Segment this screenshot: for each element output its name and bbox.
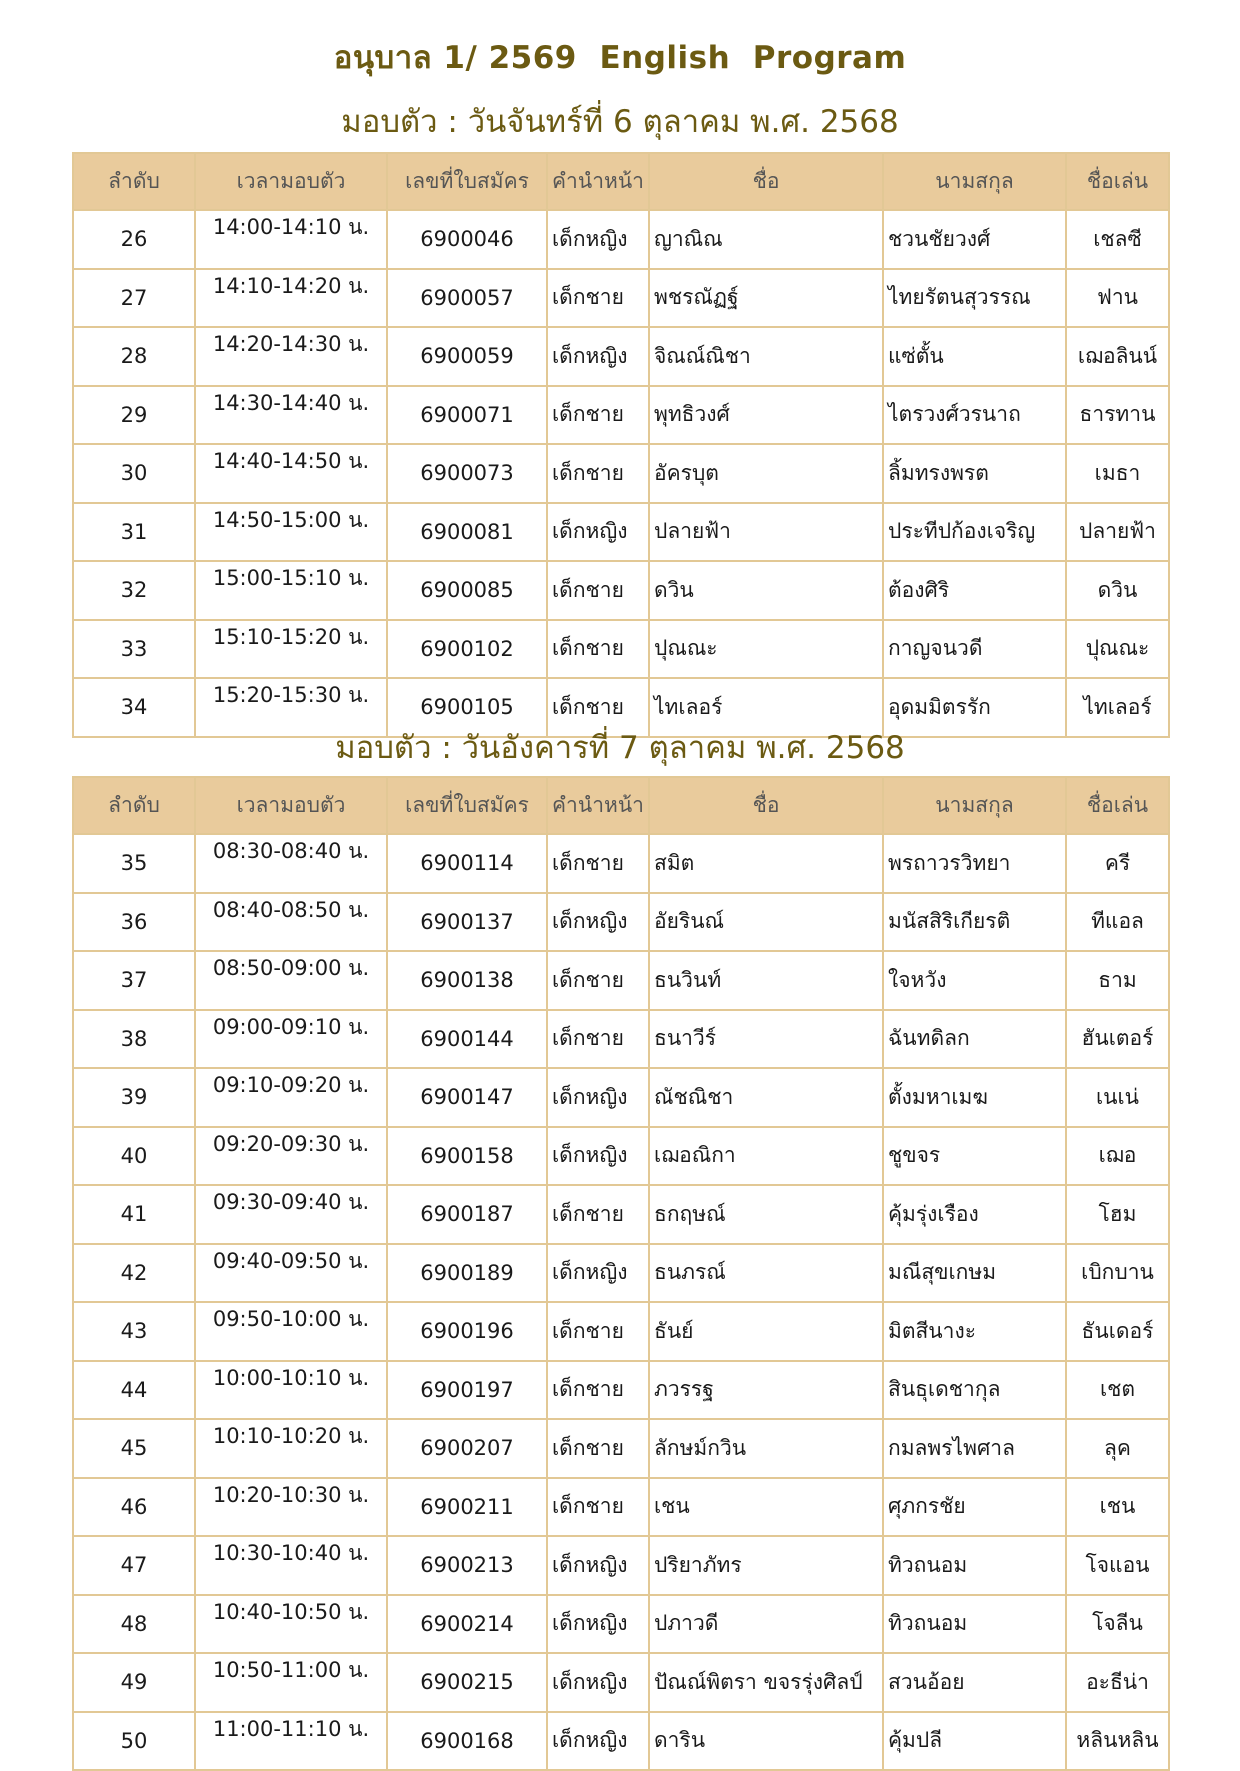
cell-application-number: 6900187 (387, 1185, 547, 1244)
cell-application-number: 6900189 (387, 1244, 547, 1303)
cell-nickname: เนเน่ (1066, 1068, 1169, 1127)
table-row (73, 1361, 1169, 1420)
table-row (73, 1478, 1169, 1537)
cell-order-number: 46 (73, 1478, 195, 1537)
cell-last-name: ลิ้มทรงพรต (883, 444, 1066, 503)
cell-order-number: 32 (73, 561, 195, 620)
table-header (73, 153, 1169, 210)
cell-nickname: ปุณณะ (1066, 620, 1169, 679)
header-time-slot: เวลามอบตัว (195, 777, 387, 834)
cell-order-number: 30 (73, 444, 195, 503)
cell-time-slot: 10:10-10:20 น. (195, 1419, 387, 1478)
table-body (73, 210, 1169, 737)
cell-nickname: ฮันเตอร์ (1066, 1010, 1169, 1069)
table-row (73, 1653, 1169, 1712)
table-row (73, 1302, 1169, 1361)
cell-time-slot: 14:20-14:30 น. (195, 327, 387, 386)
cell-time-slot: 14:40-14:50 น. (195, 444, 387, 503)
table-header (73, 777, 1169, 834)
cell-time-slot: 14:50-15:00 น. (195, 503, 387, 562)
cell-application-number: 6900081 (387, 503, 547, 562)
cell-time-slot: 10:30-10:40 น. (195, 1536, 387, 1595)
cell-nickname: ธาม (1066, 951, 1169, 1010)
header-application-number: เลขที่ใบสมัคร (387, 777, 547, 834)
cell-prefix: เด็กชาย (547, 1361, 649, 1420)
cell-nickname: ไทเลอร์ (1066, 678, 1169, 737)
cell-nickname: ฟาน (1066, 269, 1169, 328)
cell-last-name: ฉันทดิลก (883, 1010, 1066, 1069)
cell-application-number: 6900196 (387, 1302, 547, 1361)
table-row (73, 893, 1169, 952)
cell-first-name: ปุณณะ (649, 620, 883, 679)
cell-application-number: 6900073 (387, 444, 547, 503)
cell-prefix: เด็กชาย (547, 620, 649, 679)
cell-application-number: 6900105 (387, 678, 547, 737)
cell-nickname: ธารทาน (1066, 386, 1169, 445)
cell-prefix: เด็กหญิง (547, 1595, 649, 1654)
cell-first-name: ณัชณิชา (649, 1068, 883, 1127)
header-first-name: ชื่อ (649, 153, 883, 210)
cell-order-number: 49 (73, 1653, 195, 1712)
cell-nickname: ทีแอล (1066, 893, 1169, 952)
table-row (73, 1419, 1169, 1478)
cell-last-name: ต้องศิริ (883, 561, 1066, 620)
cell-order-number: 34 (73, 678, 195, 737)
header-last-name: นามสกุล (883, 153, 1066, 210)
cell-nickname: โฮม (1066, 1185, 1169, 1244)
cell-prefix: เด็กชาย (547, 269, 649, 328)
cell-first-name: พชรณัฏฐ์ (649, 269, 883, 328)
cell-nickname: โจแอน (1066, 1536, 1169, 1595)
cell-nickname: เฌอ (1066, 1127, 1169, 1186)
table-row (73, 834, 1169, 893)
cell-prefix: เด็กชาย (547, 561, 649, 620)
cell-first-name: ภวรรฐ (649, 1361, 883, 1420)
table-row (73, 1712, 1169, 1771)
cell-time-slot: 14:10-14:20 น. (195, 269, 387, 328)
cell-order-number: 31 (73, 503, 195, 562)
cell-prefix: เด็กหญิง (547, 1068, 649, 1127)
cell-time-slot: 10:20-10:30 น. (195, 1478, 387, 1537)
cell-first-name: อัยรินณ์ (649, 893, 883, 952)
cell-first-name: ธนาวีร์ (649, 1010, 883, 1069)
cell-first-name: ธนภรณ์ (649, 1244, 883, 1303)
cell-last-name: มณีสุขเกษม (883, 1244, 1066, 1303)
table-row (73, 1068, 1169, 1127)
cell-order-number: 35 (73, 834, 195, 893)
cell-nickname: เชน (1066, 1478, 1169, 1537)
cell-last-name: กาญจนวดี (883, 620, 1066, 679)
cell-last-name: ศุภกรชัย (883, 1478, 1066, 1537)
table-row (73, 1595, 1169, 1654)
schedule-table-monday (72, 152, 1170, 738)
cell-application-number: 6900138 (387, 951, 547, 1010)
cell-application-number: 6900137 (387, 893, 547, 952)
header-row (73, 777, 1169, 834)
cell-last-name: ประทีปก้องเจริญ (883, 503, 1066, 562)
cell-first-name: ดาริน (649, 1712, 883, 1771)
cell-application-number: 6900144 (387, 1010, 547, 1069)
cell-first-name: อัครบุต (649, 444, 883, 503)
table-row (73, 327, 1169, 386)
cell-first-name: ไทเลอร์ (649, 678, 883, 737)
cell-time-slot: 08:50-09:00 น. (195, 951, 387, 1010)
cell-order-number: 44 (73, 1361, 195, 1420)
cell-application-number: 6900114 (387, 834, 547, 893)
cell-order-number: 26 (73, 210, 195, 269)
header-prefix: คำนำหน้า (547, 153, 649, 210)
cell-prefix: เด็กชาย (547, 386, 649, 445)
cell-nickname: อะธีน่า (1066, 1653, 1169, 1712)
cell-last-name: มนัสสิริเกียรติ (883, 893, 1066, 952)
cell-order-number: 45 (73, 1419, 195, 1478)
cell-order-number: 47 (73, 1536, 195, 1595)
cell-application-number: 6900046 (387, 210, 547, 269)
cell-application-number: 6900147 (387, 1068, 547, 1127)
header-application-number: เลขที่ใบสมัคร (387, 153, 547, 210)
cell-application-number: 6900197 (387, 1361, 547, 1420)
cell-last-name: มิตสีนางะ (883, 1302, 1066, 1361)
schedule-table-tuesday (72, 776, 1170, 1771)
page-title: อนุบาล 1/ 2569 English Program (333, 40, 907, 76)
cell-time-slot: 14:30-14:40 น. (195, 386, 387, 445)
cell-first-name: เฌอณิกา (649, 1127, 883, 1186)
cell-time-slot: 09:00-09:10 น. (195, 1010, 387, 1069)
cell-order-number: 41 (73, 1185, 195, 1244)
cell-application-number: 6900207 (387, 1419, 547, 1478)
cell-first-name: ปริยาภัทร (649, 1536, 883, 1595)
cell-nickname: เมธา (1066, 444, 1169, 503)
cell-nickname: ครี (1066, 834, 1169, 893)
cell-last-name: คุ้มรุ่งเรือง (883, 1185, 1066, 1244)
cell-last-name: ไตรวงศ์วรนาถ (883, 386, 1066, 445)
cell-first-name: ธกฤษณ์ (649, 1185, 883, 1244)
cell-nickname: หลินหลิน (1066, 1712, 1169, 1771)
header-order-number: ลำดับ (73, 777, 195, 834)
cell-last-name: ไทยรัตนสุวรรณ (883, 269, 1066, 328)
table-row (73, 951, 1169, 1010)
cell-last-name: สินธุเดชากุล (883, 1361, 1066, 1420)
cell-first-name: ธนวินท์ (649, 951, 883, 1010)
cell-first-name: พุทธิวงศ์ (649, 386, 883, 445)
cell-last-name: สวนอ้อย (883, 1653, 1066, 1712)
cell-nickname: ปลายฟ้า (1066, 503, 1169, 562)
cell-time-slot: 10:00-10:10 น. (195, 1361, 387, 1420)
cell-prefix: เด็กชาย (547, 951, 649, 1010)
cell-time-slot: 09:40-09:50 น. (195, 1244, 387, 1303)
cell-nickname: เชต (1066, 1361, 1169, 1420)
section-heading-tuesday: มอบตัว : วันอังคารที่ 7 ตุลาคม พ.ศ. 2568 (335, 730, 905, 766)
cell-time-slot: 10:50-11:00 น. (195, 1653, 387, 1712)
cell-application-number: 6900213 (387, 1536, 547, 1595)
cell-order-number: 28 (73, 327, 195, 386)
cell-first-name: ญาณิณ (649, 210, 883, 269)
cell-time-slot: 09:50-10:00 น. (195, 1302, 387, 1361)
cell-order-number: 37 (73, 951, 195, 1010)
cell-prefix: เด็กหญิง (547, 327, 649, 386)
cell-first-name: ลักษม์กวิน (649, 1419, 883, 1478)
cell-first-name: ปลายฟ้า (649, 503, 883, 562)
cell-order-number: 29 (73, 386, 195, 445)
cell-application-number: 6900168 (387, 1712, 547, 1771)
cell-prefix: เด็กหญิง (547, 893, 649, 952)
cell-order-number: 27 (73, 269, 195, 328)
cell-nickname: เฌอลินน์ (1066, 327, 1169, 386)
cell-order-number: 36 (73, 893, 195, 952)
table-row (73, 210, 1169, 269)
cell-nickname: ดวิน (1066, 561, 1169, 620)
table-row (73, 444, 1169, 503)
cell-time-slot: 15:10-15:20 น. (195, 620, 387, 679)
cell-first-name: ดวิน (649, 561, 883, 620)
cell-prefix: เด็กหญิง (547, 1244, 649, 1303)
cell-time-slot: 09:30-09:40 น. (195, 1185, 387, 1244)
cell-application-number: 6900085 (387, 561, 547, 620)
cell-last-name: อุดมมิตรรัก (883, 678, 1066, 737)
cell-first-name: ธันย์ (649, 1302, 883, 1361)
cell-nickname: โจลีน (1066, 1595, 1169, 1654)
header-time-slot: เวลามอบตัว (195, 153, 387, 210)
cell-application-number: 6900102 (387, 620, 547, 679)
cell-nickname: เชลซี (1066, 210, 1169, 269)
header-first-name: ชื่อ (649, 777, 883, 834)
table-row (73, 561, 1169, 620)
cell-first-name: เชน (649, 1478, 883, 1537)
table-row (73, 503, 1169, 562)
cell-time-slot: 15:20-15:30 น. (195, 678, 387, 737)
cell-nickname: ธันเดอร์ (1066, 1302, 1169, 1361)
cell-order-number: 43 (73, 1302, 195, 1361)
cell-prefix: เด็กชาย (547, 1419, 649, 1478)
cell-prefix: เด็กชาย (547, 1010, 649, 1069)
cell-order-number: 33 (73, 620, 195, 679)
cell-prefix: เด็กชาย (547, 1185, 649, 1244)
cell-application-number: 6900215 (387, 1653, 547, 1712)
cell-prefix: เด็กชาย (547, 678, 649, 737)
cell-application-number: 6900071 (387, 386, 547, 445)
cell-prefix: เด็กหญิง (547, 1127, 649, 1186)
cell-last-name: กมลพรไพศาล (883, 1419, 1066, 1478)
cell-order-number: 38 (73, 1010, 195, 1069)
table-row (73, 1244, 1169, 1303)
section-heading-monday: มอบตัว : วันจันทร์ที่ 6 ตุลาคม พ.ศ. 2568 (341, 104, 899, 140)
cell-prefix: เด็กชาย (547, 1302, 649, 1361)
header-row (73, 153, 1169, 210)
cell-application-number: 6900158 (387, 1127, 547, 1186)
cell-last-name: ชูขจร (883, 1127, 1066, 1186)
cell-prefix: เด็กชาย (547, 834, 649, 893)
cell-nickname: เบิกบาน (1066, 1244, 1169, 1303)
cell-last-name: ตั้งมหาเมฆ (883, 1068, 1066, 1127)
cell-time-slot: 08:40-08:50 น. (195, 893, 387, 952)
cell-time-slot: 09:20-09:30 น. (195, 1127, 387, 1186)
cell-application-number: 6900214 (387, 1595, 547, 1654)
table-row (73, 620, 1169, 679)
cell-time-slot: 11:00-11:10 น. (195, 1712, 387, 1771)
cell-prefix: เด็กหญิง (547, 1653, 649, 1712)
cell-prefix: เด็กหญิง (547, 1712, 649, 1771)
cell-first-name: สมิต (649, 834, 883, 893)
cell-prefix: เด็กหญิง (547, 503, 649, 562)
cell-prefix: เด็กหญิง (547, 1536, 649, 1595)
table-row (73, 1010, 1169, 1069)
header-prefix: คำนำหน้า (547, 777, 649, 834)
header-last-name: นามสกุล (883, 777, 1066, 834)
cell-first-name: จิณณ์ณิชา (649, 327, 883, 386)
cell-order-number: 40 (73, 1127, 195, 1186)
cell-order-number: 39 (73, 1068, 195, 1127)
cell-prefix: เด็กหญิง (547, 210, 649, 269)
table-row (73, 1185, 1169, 1244)
cell-last-name: ชวนชัยวงศ์ (883, 210, 1066, 269)
cell-last-name: ทิวถนอม (883, 1536, 1066, 1595)
cell-last-name: ทิวถนอม (883, 1595, 1066, 1654)
cell-time-slot: 09:10-09:20 น. (195, 1068, 387, 1127)
cell-order-number: 48 (73, 1595, 195, 1654)
cell-time-slot: 10:40-10:50 น. (195, 1595, 387, 1654)
cell-prefix: เด็กชาย (547, 444, 649, 503)
table-body (73, 834, 1169, 1770)
table-row (73, 1536, 1169, 1595)
cell-time-slot: 14:00-14:10 น. (195, 210, 387, 269)
header-nickname: ชื่อเล่น (1066, 777, 1169, 834)
cell-time-slot: 15:00-15:10 น. (195, 561, 387, 620)
cell-time-slot: 08:30-08:40 น. (195, 834, 387, 893)
cell-application-number: 6900057 (387, 269, 547, 328)
cell-nickname: ลุค (1066, 1419, 1169, 1478)
header-nickname: ชื่อเล่น (1066, 153, 1169, 210)
cell-last-name: ใจหวัง (883, 951, 1066, 1010)
table-row (73, 1127, 1169, 1186)
cell-first-name: ปัณณ์พิตรา ขจรรุ่งศิลป์ (649, 1653, 883, 1712)
cell-application-number: 6900059 (387, 327, 547, 386)
header-order-number: ลำดับ (73, 153, 195, 210)
cell-order-number: 42 (73, 1244, 195, 1303)
cell-last-name: พรถาวรวิทยา (883, 834, 1066, 893)
cell-application-number: 6900211 (387, 1478, 547, 1537)
cell-last-name: แซ่ตั้น (883, 327, 1066, 386)
cell-prefix: เด็กชาย (547, 1478, 649, 1537)
table-row (73, 386, 1169, 445)
cell-first-name: ปภาวดี (649, 1595, 883, 1654)
cell-order-number: 50 (73, 1712, 195, 1771)
cell-last-name: คุ้มปลี (883, 1712, 1066, 1771)
table-row (73, 269, 1169, 328)
